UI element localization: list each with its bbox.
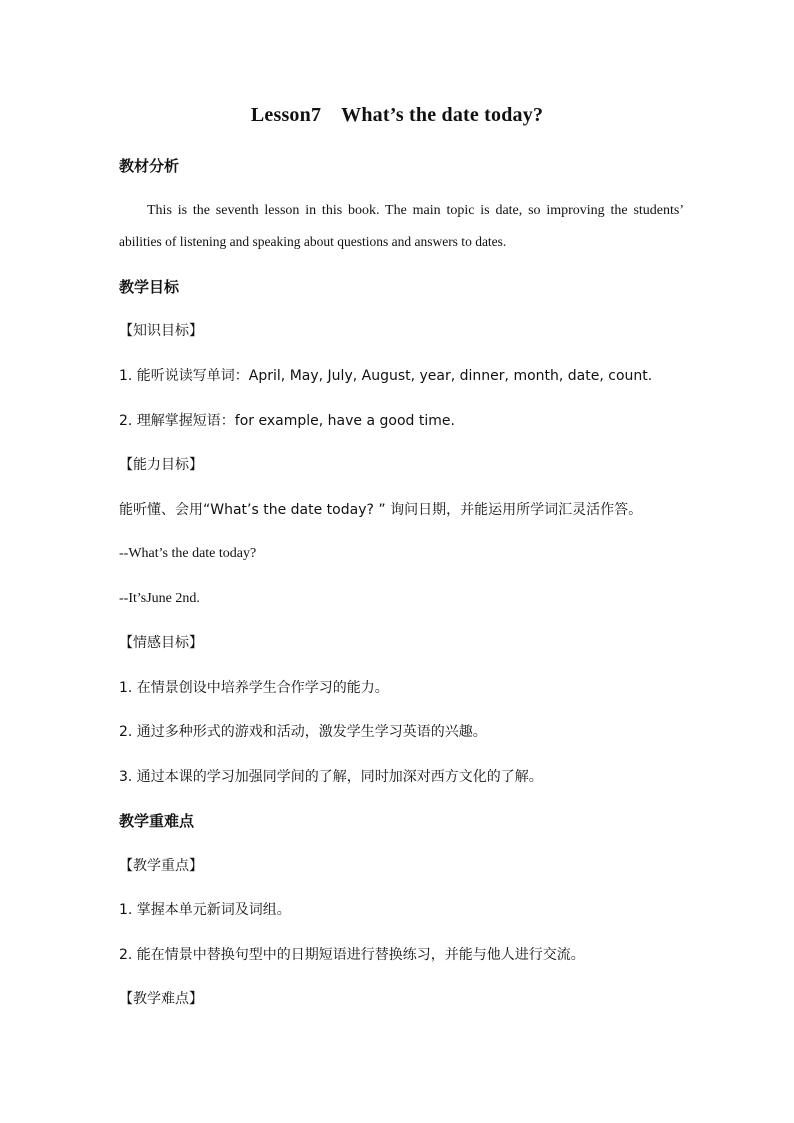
subheading-teaching-focus: 【教学重点】: [119, 858, 203, 874]
subheading-ability-goals: 【能力目标】: [119, 457, 203, 473]
analysis-paragraph-line1: This is the seventh lesson in this book. The main topic is date, so improving the students’: [147, 203, 684, 218]
knowledge-item-1: 1. 能听说读写单词：April, May, July, August, year, dinner, month, date, count.: [119, 368, 653, 384]
emotion-item-1: 1. 在情景创设中培养学生合作学习的能力。: [119, 680, 389, 696]
subheading-knowledge-goals: 【知识目标】: [119, 323, 203, 339]
lesson-title: [0, 104, 794, 127]
dialog-question: --What’s the date today?: [119, 546, 257, 561]
lesson-number: Lesson7: [250, 104, 322, 126]
subheading-emotion-goals: 【情感目标】: [119, 635, 203, 651]
focus-item-2: 2. 能在情景中替换句型中的日期短语进行替换练习，并能与他人进行交流。: [119, 947, 585, 963]
dialog-answer: --It’sJune 2nd.: [119, 591, 200, 606]
emotion-item-3: 3. 通过本课的学习加强同学间的了解，同时加深对西方文化的了解。: [119, 769, 543, 785]
focus-item-1: 1. 掌握本单元新词及词组。: [119, 902, 291, 918]
lesson-question: What’s the date today?: [341, 104, 544, 126]
subheading-teaching-difficulty: 【教学难点】: [119, 991, 203, 1007]
emotion-item-2: 2. 通过多种形式的游戏和活动，激发学生学习英语的兴趣。: [119, 724, 487, 740]
knowledge-item-2: 2. 理解掌握短语：for example, have a good time.: [119, 413, 455, 429]
analysis-paragraph-line2: abilities of listening and speaking about questions and answers to dates.: [119, 234, 507, 249]
heading-key-difficult-points: 教学重难点: [119, 812, 195, 830]
ability-text: 能听懂、会用“What’s the date today? ” 询问日期，并能运用所学词汇灵活作答。: [119, 502, 643, 518]
heading-teaching-goals: 教学目标: [119, 278, 180, 296]
heading-material-analysis: 教材分析: [119, 157, 180, 175]
